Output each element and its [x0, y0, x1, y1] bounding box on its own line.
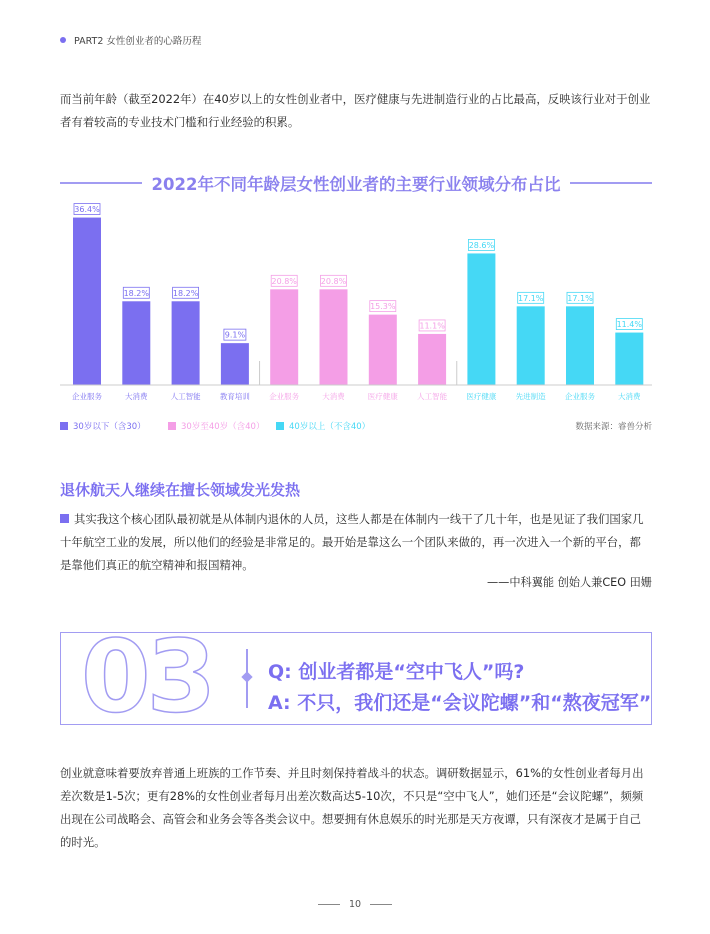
chart-title-bar — [60, 170, 652, 196]
x-tick-label: 先进制造 — [515, 392, 546, 401]
qa-question: Q: 创业者都是“空中飞人”吗? — [268, 661, 525, 683]
legend-item-over-40 — [276, 420, 370, 432]
data-label: 11.1% — [419, 321, 445, 331]
body-paragraph: 创业就意味着要放弃普通上班族的工作节奏、并且时刻保持着战斗的状态。调研数据显示，61%的女性创业者每月出差次数是1-5次；更有28%的女性创业者每月出差次数高达5-10次，不只是“空中飞人”，她们还是“会议陀螺”，频频出现在公司战略会、高管会和业务会等各类会议中。想要拥有休息娱乐的时光那是天方夜谭，只有深夜才是属于自己的时光。 — [60, 766, 644, 849]
bar — [221, 343, 249, 385]
data-label: 20.8% — [271, 276, 297, 286]
bar — [270, 289, 298, 385]
bar — [122, 301, 150, 385]
bar — [172, 301, 200, 385]
data-label: 28.6% — [468, 240, 495, 250]
intro-paragraph: 而当前年龄（截至2022年）在40岁以上的女性创业者中，医疗健康与先进制造行业的占比最高，反映该行业对于创业者有着较高的专业技术门槛和行业经验的积累。 — [60, 92, 651, 129]
title-rule-left — [60, 182, 142, 184]
bar — [320, 289, 348, 385]
page-header — [60, 33, 201, 47]
quote-paragraph — [60, 508, 652, 577]
x-tick-label: 医疗健康 — [367, 392, 398, 401]
chart-legend — [60, 420, 652, 434]
x-tick-label: 大消费 — [618, 392, 641, 401]
bar-chart — [60, 205, 652, 408]
legend-item-under-30 — [60, 420, 146, 432]
x-tick-label: 企业服务 — [269, 392, 300, 401]
data-label: 9.1% — [224, 330, 246, 340]
header-text: PART2 女性创业者的心路历程 — [74, 36, 202, 47]
bar — [418, 334, 446, 385]
bar — [467, 253, 495, 385]
legend-label: 30岁至40岁（含40） — [181, 422, 265, 432]
legend-swatch — [60, 422, 68, 430]
bar — [615, 333, 643, 385]
quote-attribution: ——中科翼能 创始人兼CEO 田姗 — [486, 576, 652, 589]
legend-label: 40岁以上（不含40） — [289, 422, 371, 432]
bar — [566, 306, 594, 385]
quote-text: 其实我这个核心团队最初就是从体制内退休的人员，这些人都是在体制内一线干了几十年，也是见证了我们国家几十年航空工业的发展，所以他们的经验是非常足的。最开始是靠这么一个团队来做的，再一次进入一个新的平台，都是靠他们真正的航空精神和报国精神。 — [60, 512, 644, 572]
qa-answer: A: 不只，我们还是“会议陀螺”和“熬夜冠军” — [268, 692, 652, 714]
x-tick-label: 教育培训 — [219, 392, 250, 401]
x-tick-label: 大消费 — [322, 392, 345, 401]
data-label: 11.4% — [616, 320, 643, 330]
diamond-icon — [241, 671, 252, 682]
qa-content — [246, 633, 651, 724]
footer-rule-right — [370, 904, 392, 905]
bar — [369, 315, 397, 385]
qa-box — [60, 618, 652, 735]
bar — [517, 306, 545, 385]
footer-rule-left — [318, 904, 340, 905]
data-label: 17.1% — [567, 293, 593, 303]
chart-title: 2022年不同年龄层女性创业者的主要行业领域分布占比 — [151, 175, 561, 194]
x-tick-label: 企业服务 — [565, 392, 595, 401]
legend-swatch — [276, 422, 284, 430]
data-label: 15.3% — [370, 302, 396, 312]
data-label: 18.2% — [172, 288, 199, 298]
x-tick-label: 人工智能 — [417, 392, 448, 401]
data-label: 20.8% — [320, 276, 347, 286]
bar — [73, 218, 101, 385]
data-source: 数据来源：睿兽分析 — [575, 422, 652, 432]
section-number: 03 — [81, 618, 213, 735]
x-tick-label: 大消费 — [125, 392, 148, 401]
x-tick-label: 企业服务 — [72, 392, 102, 401]
data-label: 18.2% — [123, 288, 150, 298]
page-footer — [0, 899, 710, 910]
title-rule-right — [570, 182, 652, 184]
bullet-dot-icon — [60, 37, 66, 43]
x-tick-label: 人工智能 — [170, 392, 201, 401]
square-bullet-icon — [60, 514, 69, 523]
legend-swatch — [168, 422, 176, 430]
section-title: 退休航天人继续在擅长领域发光发热 — [60, 481, 301, 499]
legend-label: 30岁以下（含30） — [73, 422, 146, 432]
data-label: 36.4% — [74, 205, 100, 215]
legend-item-30-40 — [168, 420, 264, 432]
page-number: 10 — [348, 899, 362, 910]
data-label: 17.1% — [517, 293, 544, 303]
x-tick-label: 医疗健康 — [466, 392, 497, 401]
